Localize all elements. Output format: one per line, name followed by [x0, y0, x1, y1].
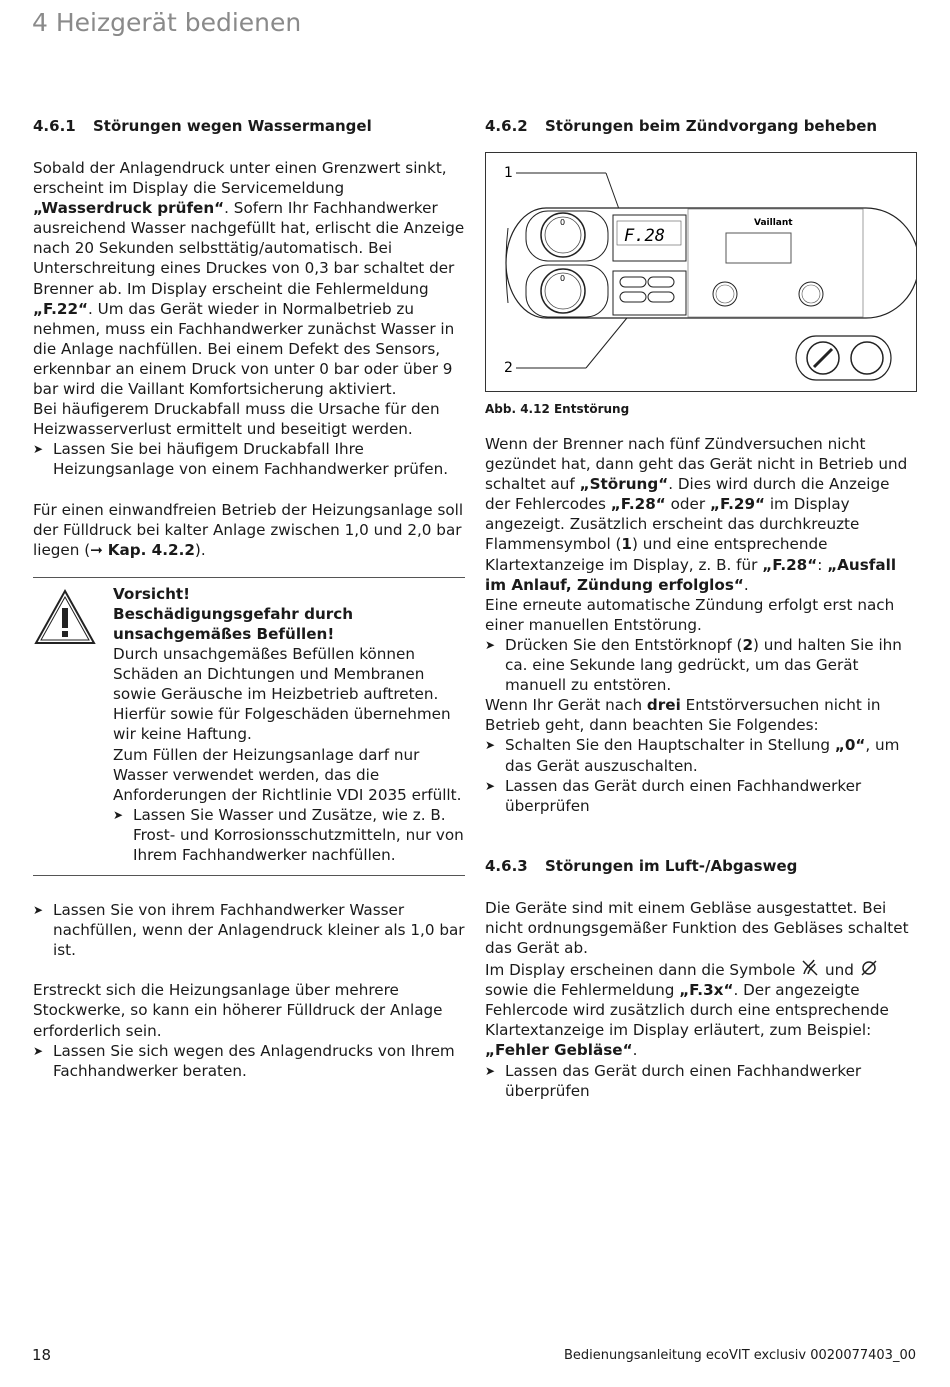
arrow-bullet-icon: ➤ [113, 807, 124, 822]
arrow-bullet-icon: ➤ [485, 738, 496, 753]
arrow-bullet-icon: ➤ [485, 1063, 496, 1078]
control-panel-figure [485, 152, 917, 392]
list-item: ➤ Lassen das Gerät durch einen Fachhandwerker überprüfen [485, 1061, 862, 1100]
warning-title: Vorsicht! [113, 584, 191, 603]
paragraph-three-attempts: Wenn Ihr Gerät nach drei Entstörversuchen nicht in Betrieb geht, dann beachten Sie Folgendes: [485, 696, 881, 735]
warning-text: Durch unsachgemäßes Befüllen können Schäden an Dichtungen und Membranen sowie Geräusche im Heizbetrieb auftreten. Hierfür sowie für Folgeschäden übernehmen wir keine Haftung. [113, 645, 451, 744]
paragraph-fan: Die Geräte sind mit einem Gebläse ausgestattet. Bei nicht ordnungsgemäßer Funktion des Gebläses schaltet das Gerät ab. [485, 898, 909, 957]
paragraph-water-pressure: Sobald der Anlagendruck unter einen Grenzwert sinkt, erscheint im Display die Servicemeldung „Wasserdruck prüfen“. Sofern Ihr Fachhandwerker ausreichend Wasser nachgefüllt hat, erlischt die Anzeige nach 20 Sekunden selbsttätig/automatisch. Bei Unterschreitung eines Druckes von 0,3 bar schaltet der Brenner ab. Im Display erscheint die Fehlermeldung „F.22“. Um das Gerät wieder in Normalbetrieb zu nehmen, muss ein Fachhandwerker zunächst Wasser in die Anlage nachfüllen. Bei einem Defekt des Sensors, erkennbar an einem Druck von unter 0 bar oder über 9 bar wird die Vaillant Komfortsicherung aktiviert. [33, 159, 465, 399]
page-number: 18 [32, 1346, 52, 1364]
paragraph-fill-pressure: Für einen einwandfreien Betrieb der Heizungsanlage soll der Fülldruck bei kalter Anlage zwischen 1,0 und 2,0 bar liegen (➞ Kap. 4.2.2). [33, 500, 464, 559]
list-item: ➤ Lassen Sie bei häufigem Druckabfall Ihre Heizungsanlage von einem Fachhandwerker prüfen. [33, 440, 449, 479]
arrow-bullet-icon: ➤ [33, 903, 44, 918]
paragraph-ignition: Wenn der Brenner nach fünf Zündversuchen nicht gezündet hat, dann geht das Gerät nicht in Betrieb und schaltet auf „Störung“. Dies wird durch die Anzeige der Fehlercodes „F.28“ oder „F.29“ im Display angezeigt. Zusätzlich erscheint das durchkreuzte Flammensymbol (1) und eine entsprechende Klartextanzeige im Display, z. B. für „F.28“: „Ausfall im Anlauf, Zündung erfolglos“. [485, 435, 908, 594]
list-item: ➤ Lassen Sie Wasser und Zusätze, wie z. B. Frost- und Korrosionsschutzmitteln, nur von Ihrem Fachhandwerker nachfüllen. [113, 805, 464, 864]
arrow-bullet-icon: ➤ [485, 637, 496, 652]
left-column [33, 116, 465, 1081]
crossed-exhaust-icon [859, 958, 879, 978]
list-item: ➤ Lassen das Gerät durch einen Fachhandwerker überprüfen [485, 776, 862, 815]
svg-text:0: 0 [560, 218, 566, 227]
warning-subtitle: Beschädigungsgefahr durch unsachgemäßes Befüllen! [113, 604, 354, 643]
section-heading-462: 4.6.2 Störungen beim Zündvorgang beheben [485, 117, 878, 135]
figure-caption: Abb. 4.12 Entstörung [485, 402, 630, 416]
figure-label-1: 1 [504, 165, 513, 181]
paragraph-reset: Eine erneute automatische Zündung erfolgt erst nach einer manuellen Entstörung. [485, 595, 895, 634]
arrow-bullet-icon: ➤ [33, 442, 44, 457]
list-item: ➤ Lassen Sie von ihrem Fachhandwerker Wasser nachfüllen, wenn der Anlagendruck kleiner als 1,0 bar ist. [33, 901, 465, 960]
section-heading-461: 4.6.1 Störungen wegen Wassermangel [33, 117, 372, 135]
section-heading-463: 4.6.3 Störungen im Luft-/Abgasweg [485, 856, 798, 875]
right-column [485, 116, 917, 1101]
document-id: Bedienungsanleitung ecoVIT exclusiv 0020077403_00 [563, 1348, 916, 1363]
paragraph-multi-storey: Erstreckt sich die Heizungsanlage über mehrere Stockwerke, so kann ein höherer Fülldruck der Anlage erforderlich sein. [33, 981, 443, 1040]
display-code: F.28 [624, 226, 665, 246]
list-item: ➤ Schalten Sie den Hauptschalter in Stellung „0“, um das Gerät auszuschalten. [485, 736, 900, 775]
warning-triangle-icon [33, 588, 97, 646]
paragraph-fan-symbols: Im Display erscheinen dann die Symbole und sowie die Fehlermeldung „F.3x“. Der angezeigte Fehlercode wird zusätzlich durch eine entsprechende Klartextanzeige im Display erläutert, zum Beispiel: „Fehler Gebläse“. [485, 958, 917, 1060]
arrow-bullet-icon: ➤ [33, 1043, 44, 1058]
list-item: ➤ Lassen Sie sich wegen des Anlagendrucks von Ihrem Fachhandwerker beraten. [33, 1041, 455, 1080]
brand-logo: Vaillant [754, 218, 793, 228]
paragraph-pressure-drop: Bei häufigerem Druckabfall muss die Ursache für den Heizwasserverlust ermittelt und beseitigt werden. [33, 400, 440, 439]
chapter-title: 4 Heizgerät bedienen [32, 8, 302, 37]
warning-box [33, 577, 465, 876]
svg-text:0: 0 [560, 274, 566, 283]
figure-label-2: 2 [504, 360, 513, 376]
warning-text: Zum Füllen der Heizungsanlage darf nur Wasser verwendet werden, das die Anforderungen der Richtlinie VDI 2035 erfüllt. [113, 745, 462, 804]
list-item: ➤ Drücken Sie den Entstörknopf (2) und halten Sie ihn ca. eine Sekunde lang gedrückt, um das Gerät manuell zu entstören. [485, 635, 902, 695]
arrow-bullet-icon: ➤ [485, 778, 496, 793]
crossed-fan-icon [800, 958, 820, 978]
control-panel-illustration [486, 153, 916, 391]
